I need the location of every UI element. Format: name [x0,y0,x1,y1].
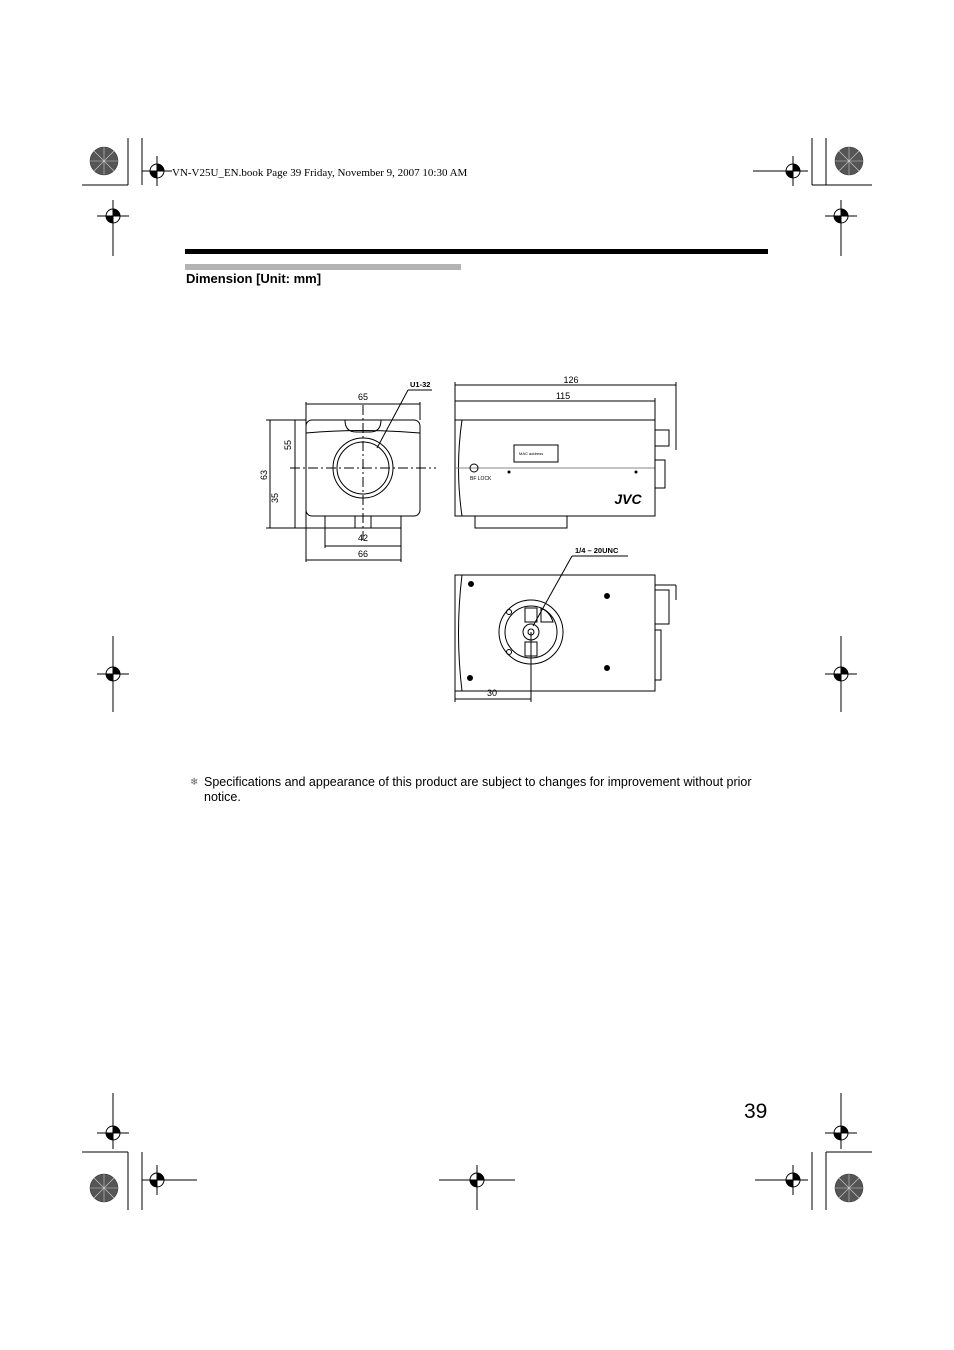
page-number: 39 [744,1100,768,1123]
dim-height-lower: 35 [270,492,280,504]
dim-length-total: 126 [563,375,579,385]
bottom-view [455,556,676,702]
snowflake-icon: ❄ [190,777,199,788]
dim-height-upper: 55 [283,439,293,451]
dim-width-top: 65 [357,392,369,402]
front-view [266,390,436,562]
dim-length-body: 115 [555,391,571,401]
mac-label: MAC address [519,451,544,456]
lens-label: U1-32 [410,380,431,389]
dim-offset: 30 [486,688,498,698]
note-text: Specifications and appearance of this product are subject to changes for improvement without prior notice. [204,775,752,804]
side-view [455,382,676,528]
book-info-header: VN-V25U_EN.book Page 39 Friday, November 9, 2007 10:30 AM [172,167,468,179]
dim-base: 42 [357,533,369,543]
dim-width-bottom: 66 [357,549,369,559]
dimension-drawing [255,370,695,710]
mount-label: 1/4 – 20UNC [575,546,619,555]
header-rule [185,249,768,254]
section-title: Dimension [Unit: mm] [186,271,322,286]
section-rule [185,264,461,270]
specification-note [190,775,775,805]
brand-logo: JVC [614,491,642,507]
svg-text:BF LOCK: BF LOCK [470,476,492,482]
dim-height-total: 63 [259,469,269,481]
